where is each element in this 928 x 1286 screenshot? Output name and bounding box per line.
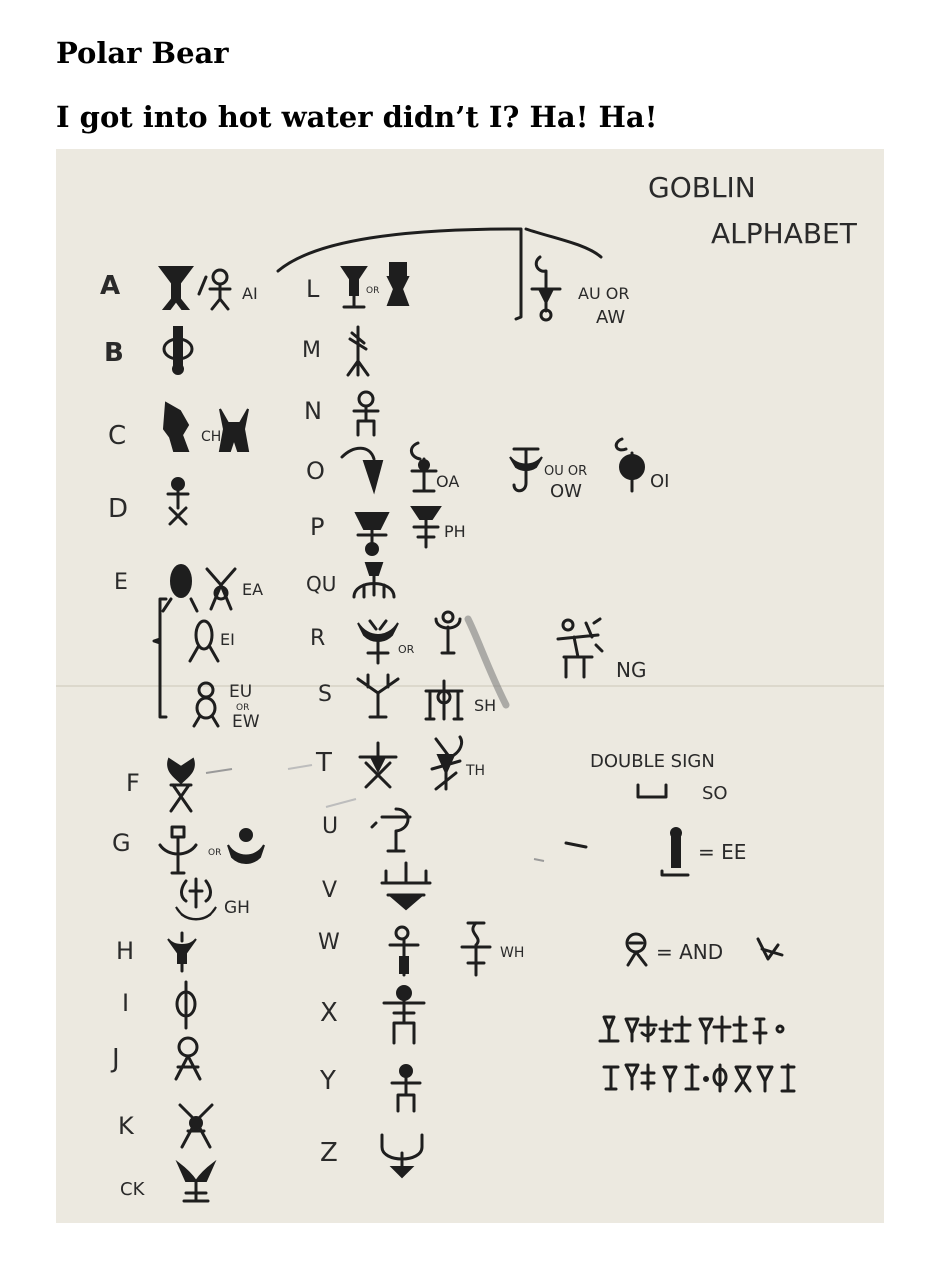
e-brace — [154, 599, 166, 717]
letter-b: B — [104, 338, 124, 368]
goblin-alphabet-drawing — [56, 149, 884, 1223]
letter-e: E — [114, 570, 128, 595]
note-aw: AW — [596, 307, 626, 328]
note-r-or: OR — [398, 643, 415, 656]
letter-o: O — [306, 457, 325, 485]
letter-m: M — [302, 338, 321, 363]
note-wh: WH — [500, 945, 525, 961]
au-aw-glyph — [532, 257, 560, 320]
stray-mark-1 — [206, 769, 232, 773]
letter-y: Y — [320, 1066, 336, 1096]
letter-g: G — [112, 829, 131, 857]
column-2 — [302, 275, 340, 1168]
ink-smudge — [468, 619, 506, 705]
column-2-glyphs — [342, 263, 647, 1177]
letter-j: J — [112, 1044, 120, 1074]
note-ew: EW — [232, 712, 260, 732]
double-sign-mark — [638, 785, 666, 797]
letter-n: N — [304, 397, 322, 425]
and-symbol — [758, 939, 782, 959]
goblin-sample-text — [600, 1017, 794, 1091]
letter-t: T — [316, 748, 332, 778]
note-l-or: OR — [366, 286, 380, 296]
letter-l: L — [306, 275, 320, 303]
letter-f: F — [126, 769, 140, 797]
letter-p: P — [310, 513, 325, 541]
note-so: SO — [702, 783, 728, 804]
letter-c: C — [108, 421, 127, 451]
letter-k: K — [118, 1112, 134, 1140]
ng-glyph — [558, 619, 602, 677]
stray-mark-4 — [534, 859, 544, 861]
double-sign-label: DOUBLE SIGN — [590, 751, 715, 772]
note-ee: = EE — [698, 840, 747, 864]
note-ai: AI — [242, 284, 258, 303]
note-oi: OI — [650, 471, 670, 492]
note-ng: NG — [616, 658, 647, 682]
note-sh: SH — [474, 696, 497, 715]
letter-h: H — [116, 937, 135, 965]
letter-a: A — [100, 271, 121, 301]
note-oa: OA — [436, 472, 460, 491]
letter-qu: QU — [306, 572, 337, 596]
letter-image — [56, 149, 884, 1223]
note-eu: EU — [229, 682, 253, 702]
note-ch: CH — [201, 429, 222, 445]
top-bracket-tail — [526, 229, 601, 257]
stray-mark-3 — [326, 799, 356, 807]
note-ei: EI — [220, 630, 235, 649]
letter-u: U — [322, 814, 339, 839]
title-line-1: GOBLIN — [648, 171, 756, 204]
author-heading: Polar Bear — [56, 36, 229, 70]
column-1 — [100, 271, 146, 1200]
note-ea: EA — [242, 580, 264, 599]
ee-pointer — [566, 843, 586, 847]
and-glyph — [627, 934, 646, 965]
title-line-2: ALPHABET — [711, 217, 857, 250]
letter-r: R — [310, 626, 326, 651]
letter-x: X — [320, 998, 338, 1028]
note-gh: GH — [224, 898, 250, 918]
note-e-or: OR — [236, 703, 250, 713]
ee-glyph — [662, 828, 688, 875]
letter-w: W — [318, 930, 340, 955]
letter-ck: CK — [120, 1179, 145, 1200]
stray-mark-2 — [288, 765, 312, 769]
column-1-glyphs — [154, 267, 264, 1201]
note-au-or: AU OR — [578, 284, 630, 303]
letter-z: Z — [320, 1138, 338, 1168]
letter-d: D — [108, 494, 129, 524]
note-and: = AND — [656, 940, 724, 964]
note-th: TH — [466, 763, 486, 779]
letter-i: I — [122, 989, 130, 1017]
caption-heading: I got into hot water didn’t I? Ha! Ha! — [56, 100, 658, 134]
note-ou-or: OU OR — [544, 464, 588, 479]
note-ow: OW — [550, 481, 582, 502]
note-g-or: OR — [208, 848, 222, 858]
note-ph: PH — [444, 522, 466, 541]
letter-s: S — [318, 682, 332, 707]
letter-v: V — [322, 878, 338, 903]
